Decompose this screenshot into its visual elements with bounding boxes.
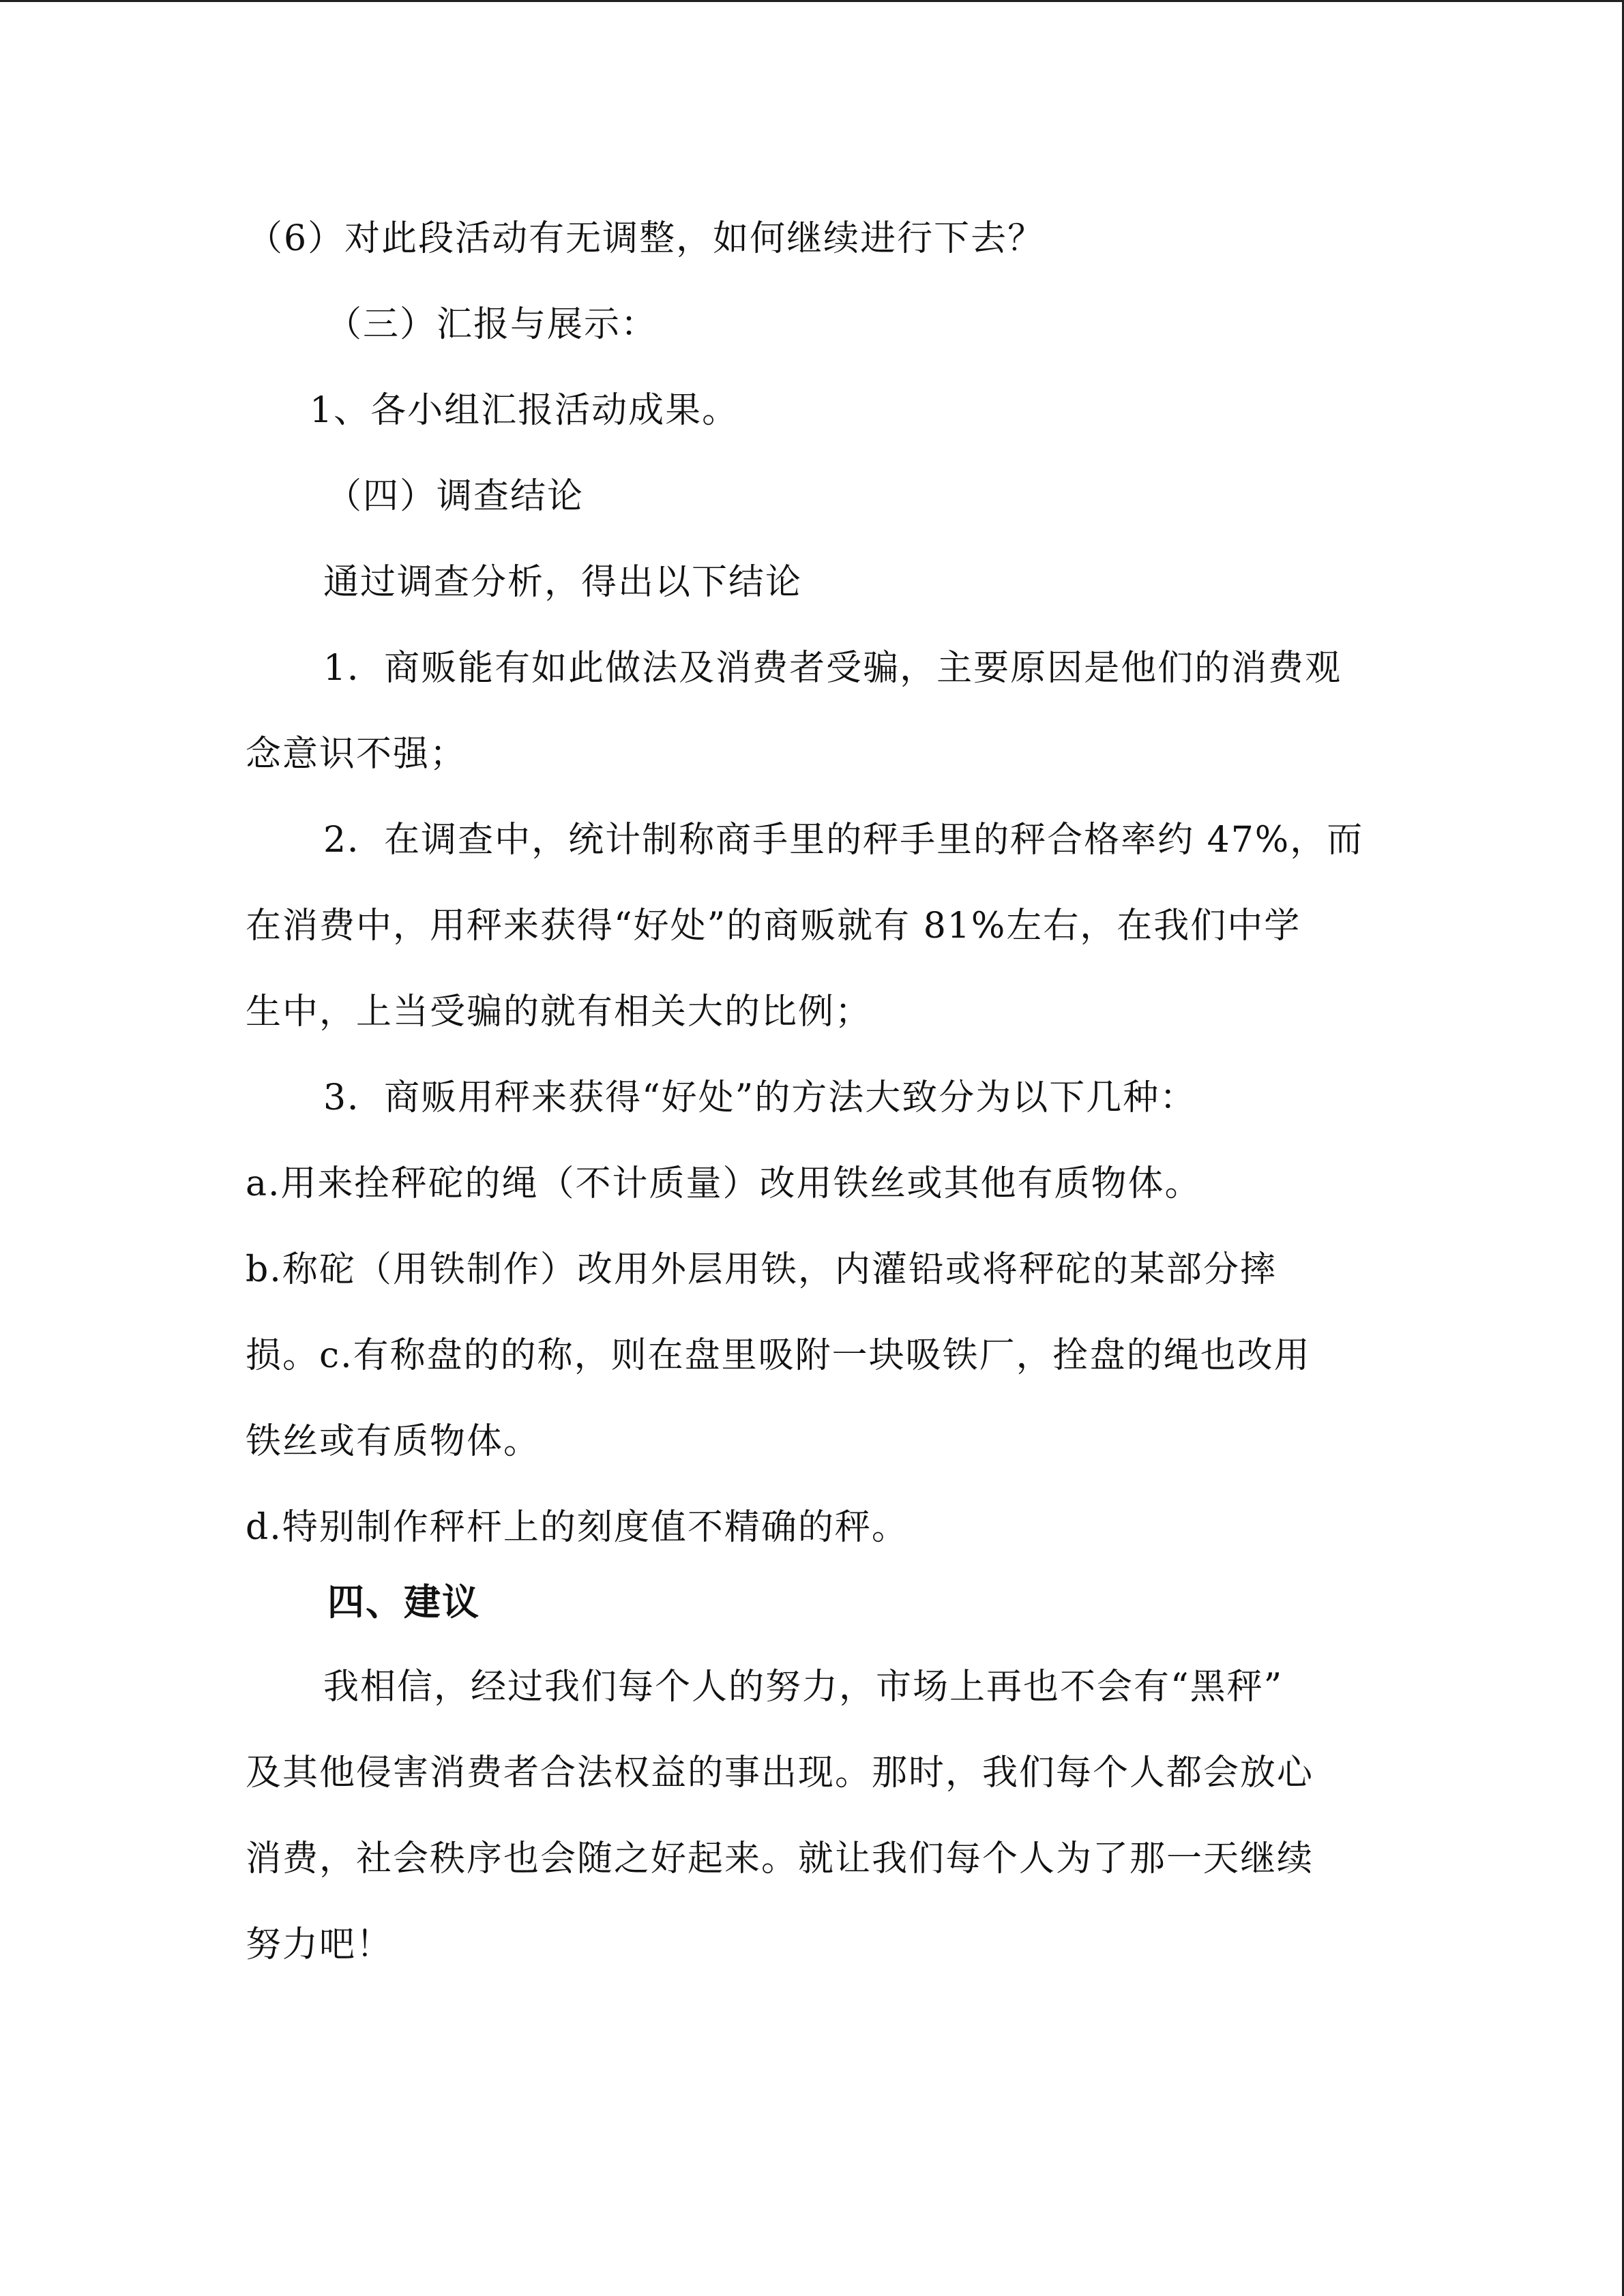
text-line-suggestion-part3: 消费，社会秩序也会随之好起来。就让我们每个人为了那一天继续 (246, 1838, 1314, 1879)
text-line-suggestion-part4: 努力吧！ (246, 1924, 394, 1965)
section-heading-conclusion: （四）调查结论 (326, 476, 585, 517)
text-line-point1-part1: 1．商贩能有如此做法及消费者受骗，主要原因是他们的消费观 (323, 648, 1342, 689)
text-line-method-b-part2: 损。c.有称盘的的称，则在盘里吸附一块吸铁厂，拴盘的绳也改用 (246, 1335, 1311, 1376)
text-line-point2-part2: 在消费中，用秤来获得“好处”的商贩就有 81%左右，在我们中学 (246, 906, 1301, 946)
text-line-activity-adjustment: （6）对此段活动有无调整，如何继续进行下去？ (247, 218, 1045, 259)
text-line-point2-part1: 2．在调查中，统计制称商手里的秤手里的秤合格率约 47%，而 (323, 820, 1364, 861)
text-line-point2-part3: 生中，上当受骗的就有相关大的比例； (246, 992, 872, 1032)
text-line-method-b-part1: b.称砣（用铁制作）改用外层用铁，内灌铅或将秤砣的某部分摔 (246, 1249, 1277, 1290)
text-line-suggestion-part2: 及其他侵害消费者合法权益的事出现。那时，我们每个人都会放心 (246, 1753, 1314, 1793)
text-line-suggestion-part1: 我相信，经过我们每个人的努力，市场上再也不会有“黑秤” (323, 1667, 1284, 1708)
text-line-point1-part2: 念意识不强； (246, 734, 467, 775)
section-heading-suggestion: 四、建议 (327, 1581, 480, 1624)
text-line-method-c-part2: 铁丝或有质物体。 (246, 1421, 541, 1462)
text-line-method-a: a.用来拴秤砣的绳（不计质量）改用铁丝或其他有质物体。 (246, 1163, 1202, 1204)
page-top-border (0, 0, 1624, 2)
text-line-method-d: d.特别制作秤杆上的刻度值不精确的秤。 (246, 1507, 909, 1548)
text-line-group-report: 1、各小组汇报活动成果。 (310, 390, 739, 431)
text-line-conclusion-intro: 通过调查分析，得出以下结论 (323, 562, 803, 603)
section-heading-report: （三）汇报与展示： (326, 304, 658, 345)
text-line-point3: 3．商贩用秤来获得“好处”的方法大致分为以下几种： (323, 1077, 1197, 1118)
